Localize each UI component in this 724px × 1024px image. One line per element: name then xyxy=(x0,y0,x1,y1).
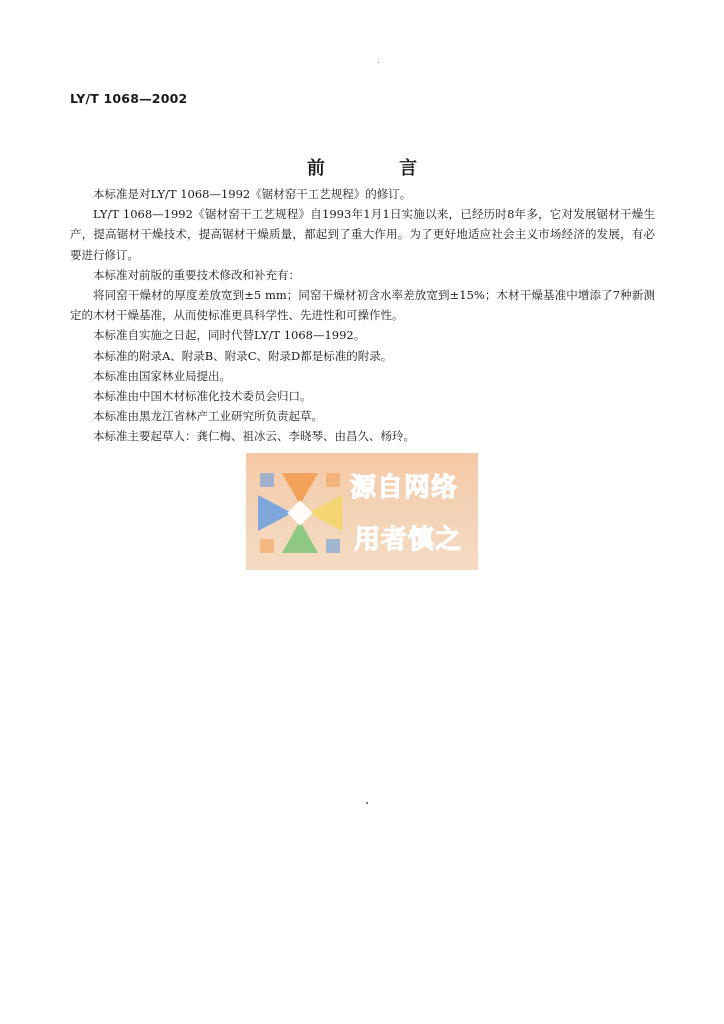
paragraph: 本标准对前版的重要技术修改和补充有： xyxy=(93,267,300,282)
paragraph: 本标准由国家林业局提出。 xyxy=(93,368,231,383)
logo-petal-blue xyxy=(258,495,292,531)
paragraph: LY/T 1068—1992《锯材窑干工艺规程》自1993年1月1日实施以来，已经历时8年多，它对发展锯材干燥生产，提高锯材干燥技术，提高锯材干燥质量，都起到了重大作用。为了更好地适应社会主义市场经济的发展，有必要进行修订。 xyxy=(70,207,655,262)
scan-speck xyxy=(378,62,379,63)
watermark-text-line2: 用者慎之 xyxy=(354,525,463,555)
logo-petal-orange xyxy=(282,473,318,505)
paragraph: 本标准自实施之日起，同时代替LY/T 1068—1992。 xyxy=(93,328,366,343)
paragraph: 本标准主要起草人：龚仁梅、祖冰云、李晓琴、由昌久、杨玲。 xyxy=(93,429,415,444)
watermark-text-line1: 源自网络 xyxy=(350,473,459,503)
logo-petal-green xyxy=(282,521,318,553)
scan-speck xyxy=(366,802,368,804)
logo-center xyxy=(287,500,312,525)
paragraph: 将同窑干燥材的厚度差放宽到±5 mm；同窑干燥材初含水率差放宽到±15%；木材干燥基准中增添了7种新测定的木材干燥基准，从而使标准更具科学性、先进性和可操作性。 xyxy=(70,288,655,323)
watermark-logo-icon xyxy=(252,467,348,559)
page-title: 前 言 xyxy=(306,158,452,179)
foreword-body xyxy=(70,184,655,447)
standard-code: LY/T 1068—2002 xyxy=(70,91,188,106)
paragraph: 本标准由黑龙江省林产工业研究所负责起草。 xyxy=(93,409,323,424)
paragraph: 本标准是对LY/T 1068—1992《锯材窑干工艺规程》的修订。 xyxy=(93,187,412,201)
paragraph: 本标准的附录A、附录B、附录C、附录D都是标准的附录。 xyxy=(93,348,393,363)
paragraph: 本标准由中国木材标准化技术委员会归口。 xyxy=(93,389,312,404)
watermark xyxy=(246,453,478,570)
logo-petal-yellow xyxy=(308,495,342,531)
